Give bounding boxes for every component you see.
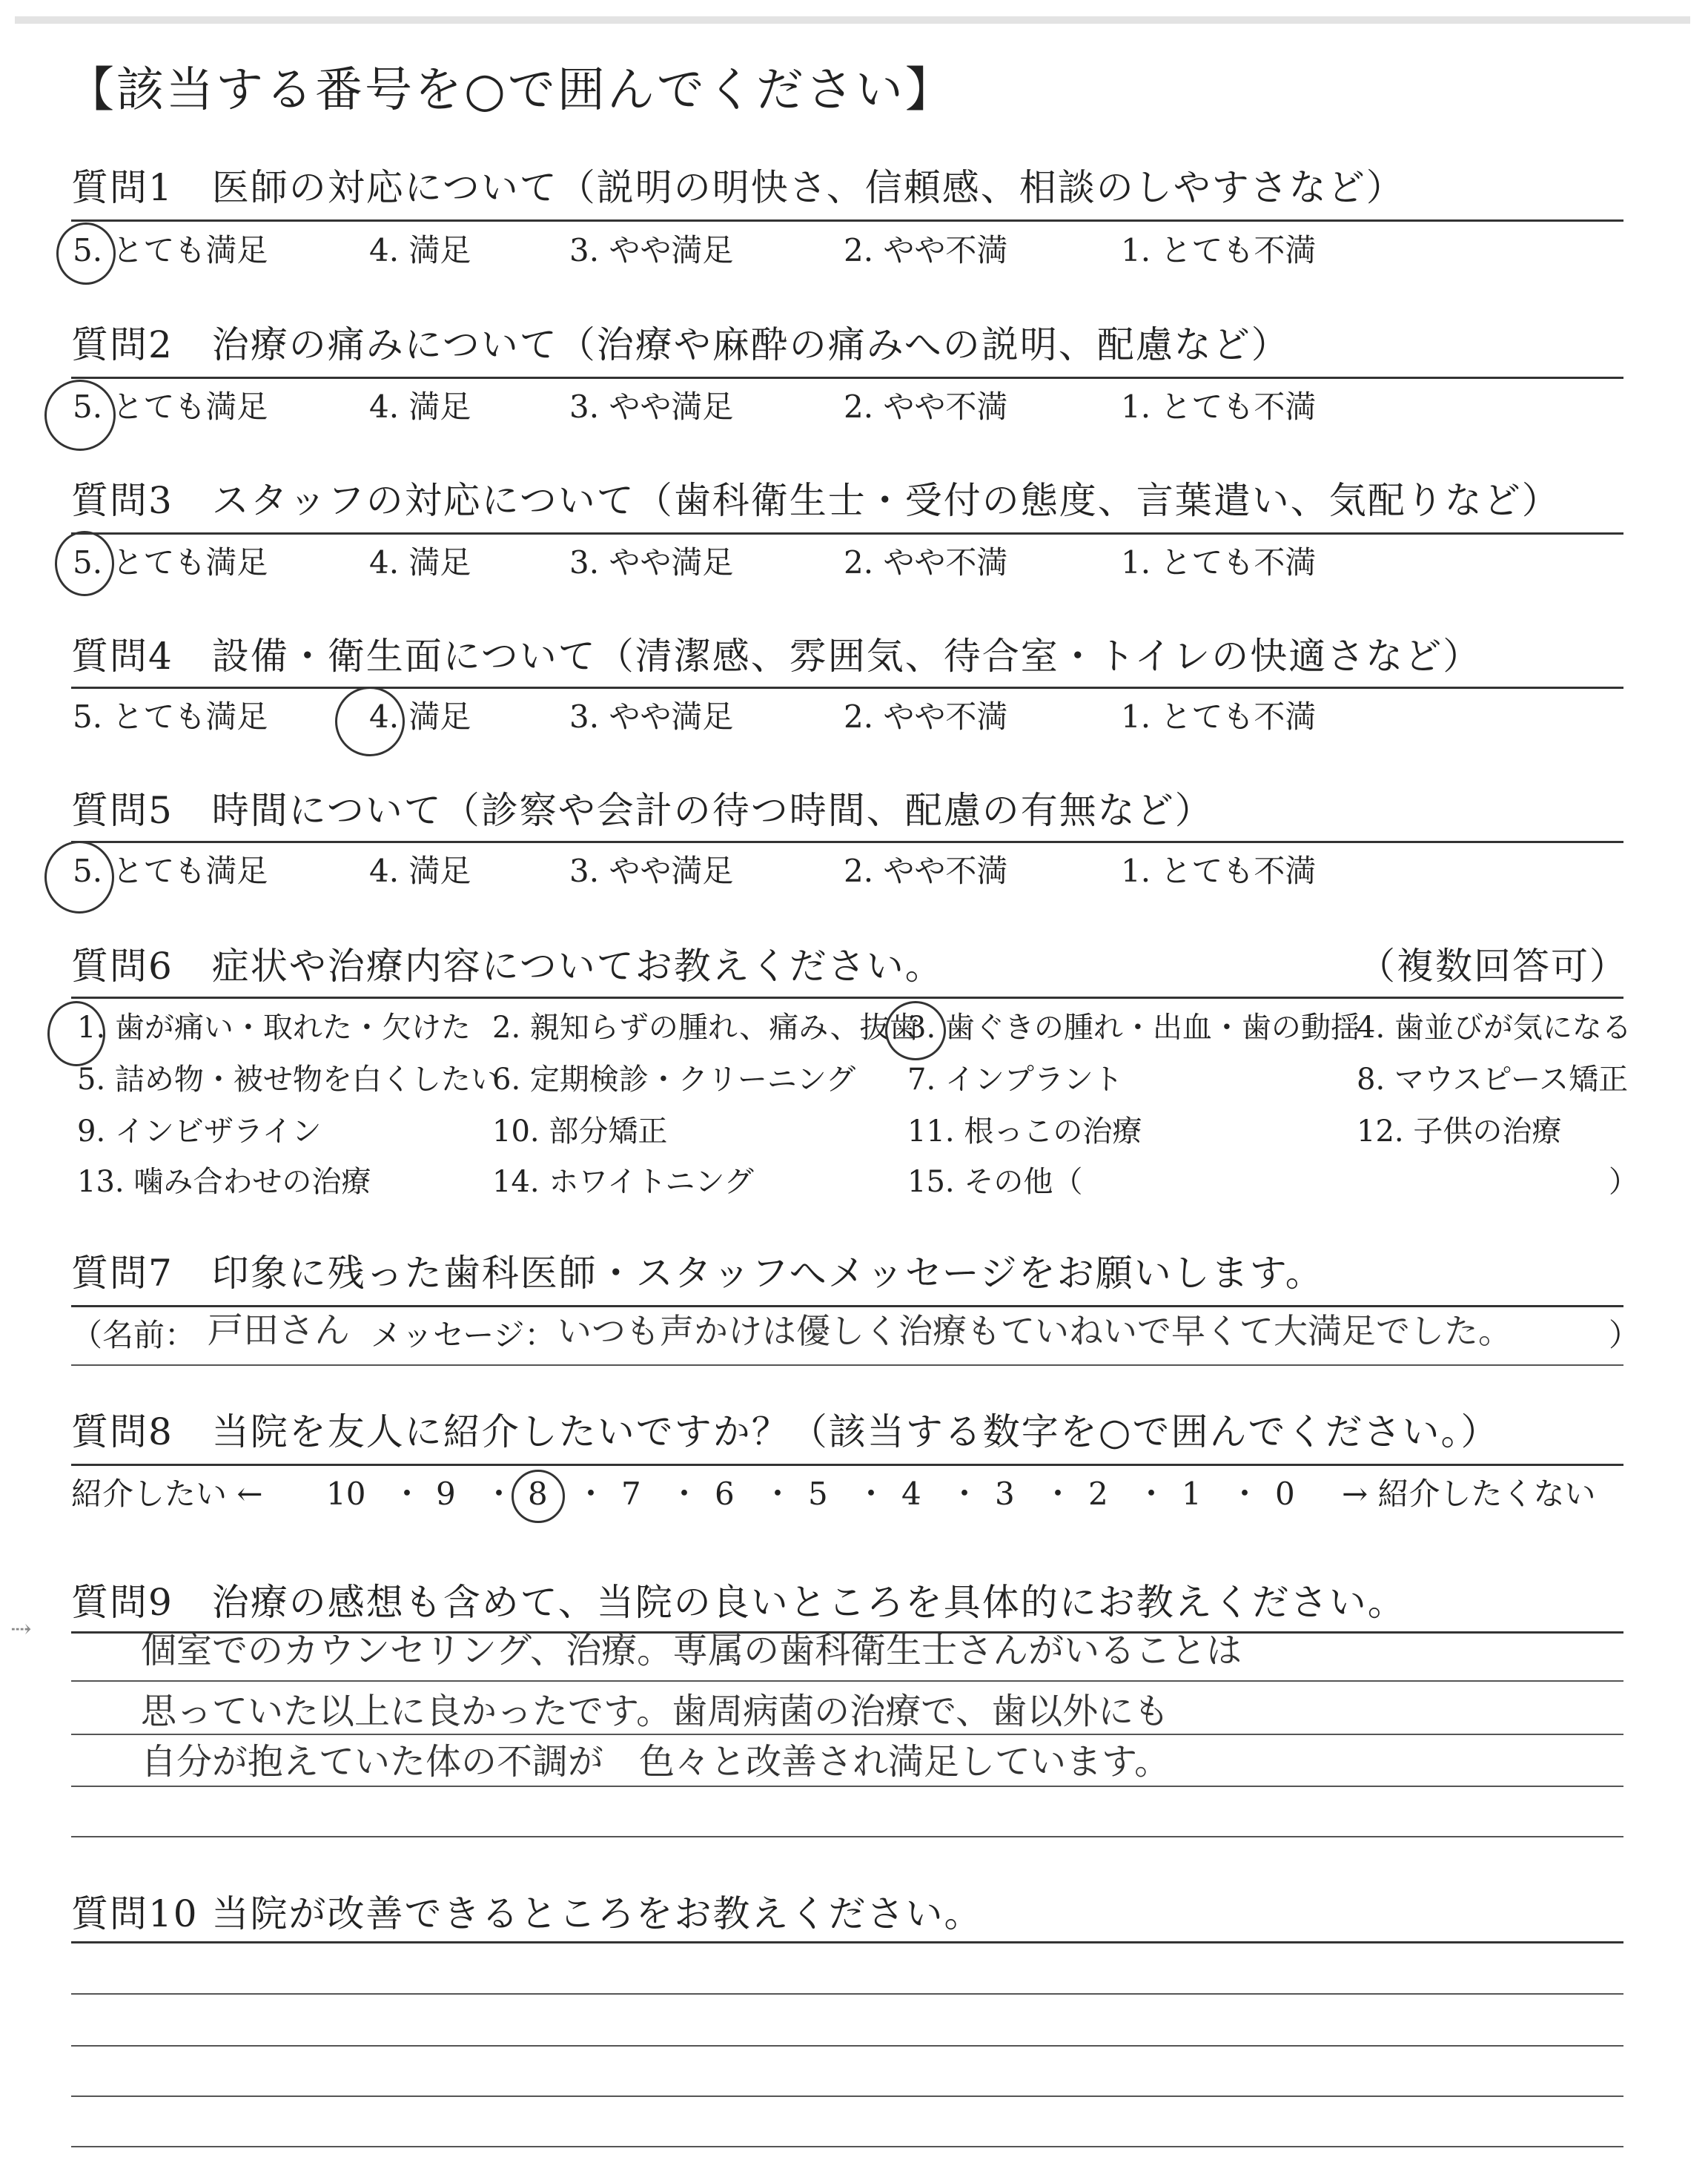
q9-answer-rule (71, 1680, 1623, 1682)
q10-answer-rule (71, 2045, 1623, 2047)
q10-answer-rule (71, 2146, 1623, 2147)
question-1-title: 質問1 医師の対応について（説明の明快さ、信頼感、相談のしやすさなど） (71, 166, 1405, 209)
q10-answer-rule (71, 2095, 1623, 2097)
q3-selected-circle (55, 531, 114, 596)
question-9-title: 質問9 治療の感想も含めて、当院の良いところを具体的にお教えください。 (71, 1581, 1406, 1624)
q5-option-5[interactable]: 5. とても満足 (73, 853, 268, 889)
q8-scale-4[interactable]: 4 (901, 1476, 921, 1512)
q7-close-paren: ） (1609, 1317, 1641, 1353)
question-6-note: （複数回答可） (1358, 945, 1628, 988)
q2-option-3[interactable]: 3. やや満足 (569, 389, 734, 425)
q6-option-3[interactable]: 3. 歯ぐきの腫れ・出血・歯の動揺 (907, 1011, 1360, 1045)
q9-answer-line-1[interactable]: 個室でのカウンセリング、治療。専属の歯科衛生士さんがいることは (141, 1630, 1242, 1671)
question-3-rule (71, 532, 1623, 535)
question-3-title: 質問3 スタッフの対応について（歯科衛生士・受付の態度、言葉遣い、気配りなど） (71, 479, 1560, 522)
q4-option-4[interactable]: 4. 満足 (369, 698, 471, 735)
q9-answer-rule (71, 1786, 1623, 1787)
q4-option-1[interactable]: 1. とても不満 (1121, 698, 1317, 735)
q9-answer-rule (71, 1836, 1623, 1837)
question-7-rule (71, 1305, 1623, 1307)
q8-scale-9[interactable]: 9 (436, 1476, 456, 1512)
q8-dot: ・ (855, 1476, 887, 1512)
q6-option-9[interactable]: 9. インビザライン (77, 1114, 322, 1149)
q6-option-5[interactable]: 5. 詰め物・被せ物を白くしたい (77, 1063, 500, 1097)
q8-dot: ・ (1229, 1476, 1261, 1512)
q9-answer-line-3[interactable]: 自分が抱えていた体の不調が 色々と改善され満足しています。 (141, 1741, 1171, 1783)
side-arrow-icon: ⇢ (10, 1614, 32, 1644)
q6-option-7[interactable]: 7. インプラント (907, 1063, 1123, 1097)
question-5-title: 質問5 時間について（診察や会計の待つ時間、配慮の有無など） (71, 789, 1214, 832)
q6-option-14[interactable]: 14. ホワイトニング (492, 1165, 754, 1199)
q9-answer-rule (71, 1734, 1623, 1735)
q6-option-8[interactable]: 8. マウスピース矯正 (1357, 1063, 1629, 1097)
q8-dot: ・ (949, 1476, 981, 1512)
q5-option-4[interactable]: 4. 満足 (369, 853, 471, 889)
question-10-title: 質問10 当院が改善できるところをお教えください。 (71, 1892, 983, 1935)
q8-right-label: → 紹介したくない (1342, 1476, 1596, 1512)
q2-selected-circle (44, 380, 116, 451)
q9-answer-line-2[interactable]: 思っていた以上に良かったです。歯周病菌の治療で、歯以外にも (141, 1691, 1170, 1732)
q8-scale-5[interactable]: 5 (808, 1476, 828, 1512)
q8-scale-3[interactable]: 3 (995, 1476, 1015, 1512)
question-2-title: 質問2 治療の痛みについて（治療や麻酔の痛みへの説明、配慮など） (71, 323, 1290, 366)
q2-option-4[interactable]: 4. 満足 (369, 389, 471, 425)
q6-option-12[interactable]: 12. 子供の治療 (1357, 1114, 1562, 1149)
q2-option-5[interactable]: 5. とても満足 (73, 389, 268, 425)
q3-option-4[interactable]: 4. 満足 (369, 544, 471, 581)
scan-top-edge (15, 16, 1690, 24)
q6-option-1[interactable]: 1. 歯が痛い・取れた・欠けた (77, 1011, 471, 1045)
q1-option-3[interactable]: 3. やや満足 (569, 232, 734, 268)
q7-name-label: （名前： (71, 1317, 196, 1353)
q4-selected-circle (335, 687, 405, 756)
q8-scale-8[interactable]: 8 (528, 1476, 548, 1512)
q8-scale-1[interactable]: 1 (1182, 1476, 1202, 1512)
q6-option-10[interactable]: 10. 部分矯正 (492, 1114, 668, 1149)
q1-option-4[interactable]: 4. 満足 (369, 232, 471, 268)
q7-answer-line (71, 1364, 1623, 1366)
question-2-rule (71, 377, 1623, 379)
q4-option-3[interactable]: 3. やや満足 (569, 698, 734, 735)
q2-option-1[interactable]: 1. とても不満 (1121, 389, 1317, 425)
q2-option-2[interactable]: 2. やや不満 (844, 389, 1008, 425)
q8-dot: ・ (575, 1476, 607, 1512)
q7-message-value[interactable]: いつも声かけは優しく治療もていねいで早くて大満足でした。 (557, 1311, 1512, 1351)
q3-option-2[interactable]: 2. やや不満 (844, 544, 1008, 581)
question-7-title: 質問7 印象に残った歯科医師・スタッフへメッセージをお願いします。 (71, 1252, 1324, 1295)
question-6-rule (71, 997, 1623, 999)
q5-option-2[interactable]: 2. やや不満 (844, 853, 1008, 889)
q6-option-2[interactable]: 2. 親知らずの腫れ、痛み、抜歯 (492, 1011, 919, 1045)
q8-dot: ・ (391, 1476, 423, 1512)
q6-option-6[interactable]: 6. 定期検診・クリーニング (492, 1063, 856, 1097)
q6-selected-circle-1 (47, 1001, 105, 1066)
q5-option-3[interactable]: 3. やや満足 (569, 853, 734, 889)
q8-dot: ・ (1136, 1476, 1168, 1512)
q5-option-1[interactable]: 1. とても不満 (1121, 853, 1317, 889)
q8-scale-10[interactable]: 10 (326, 1476, 366, 1512)
q1-option-5[interactable]: 5. とても満足 (73, 232, 268, 268)
question-10-rule (71, 1941, 1623, 1943)
q1-option-1[interactable]: 1. とても不満 (1121, 232, 1317, 268)
q6-option-15-close: ） (1609, 1165, 1638, 1199)
q8-scale-6[interactable]: 6 (715, 1476, 735, 1512)
q6-option-11[interactable]: 11. 根っこの治療 (907, 1114, 1142, 1149)
question-4-title: 質問4 設備・衛生面について（清潔感、雰囲気、待合室・トイレの快適さなど） (71, 635, 1482, 678)
q8-left-label: 紹介したい ← (71, 1476, 263, 1512)
q8-scale-2[interactable]: 2 (1088, 1476, 1108, 1512)
q3-option-3[interactable]: 3. やや満足 (569, 544, 734, 581)
q1-option-2[interactable]: 2. やや不満 (844, 232, 1008, 268)
q6-option-13[interactable]: 13. 噛み合わせの治療 (77, 1165, 371, 1199)
question-6-title: 質問6 症状や治療内容についてお教えください。 (71, 945, 944, 988)
question-8-title: 質問8 当院を友人に紹介したいですか？（該当する数字を○で囲んでください。） (71, 1410, 1500, 1453)
q3-option-5[interactable]: 5. とても満足 (73, 544, 268, 581)
question-1-rule (71, 219, 1623, 222)
q6-selected-circle-3 (885, 1001, 946, 1060)
q8-dot: ・ (669, 1476, 701, 1512)
question-5-rule (71, 841, 1623, 843)
q8-dot: ・ (483, 1476, 515, 1512)
q8-scale-7[interactable]: 7 (621, 1476, 641, 1512)
q5-selected-circle (44, 841, 114, 914)
question-8-rule (71, 1464, 1623, 1466)
q8-selected-circle (512, 1470, 565, 1523)
q10-answer-rule (71, 1993, 1623, 1995)
q4-option-5[interactable]: 5. とても満足 (73, 698, 268, 735)
q6-option-15[interactable]: 15. その他（ (907, 1165, 1083, 1199)
q7-name-value[interactable]: 戸田さん (208, 1309, 351, 1351)
q6-option-4[interactable]: 4. 歯並びが気になる (1357, 1011, 1632, 1045)
q4-option-2[interactable]: 2. やや不満 (844, 698, 1008, 735)
question-4-rule (71, 687, 1623, 689)
q3-option-1[interactable]: 1. とても不満 (1121, 544, 1317, 581)
q8-dot: ・ (762, 1476, 794, 1512)
q8-dot: ・ (1042, 1476, 1074, 1512)
q7-message-label: メッセージ： (371, 1317, 556, 1353)
page-heading: 【該当する番号を○で囲んでください】 (67, 63, 955, 118)
q8-scale-0[interactable]: 0 (1275, 1476, 1295, 1512)
q1-selected-circle (56, 222, 116, 285)
